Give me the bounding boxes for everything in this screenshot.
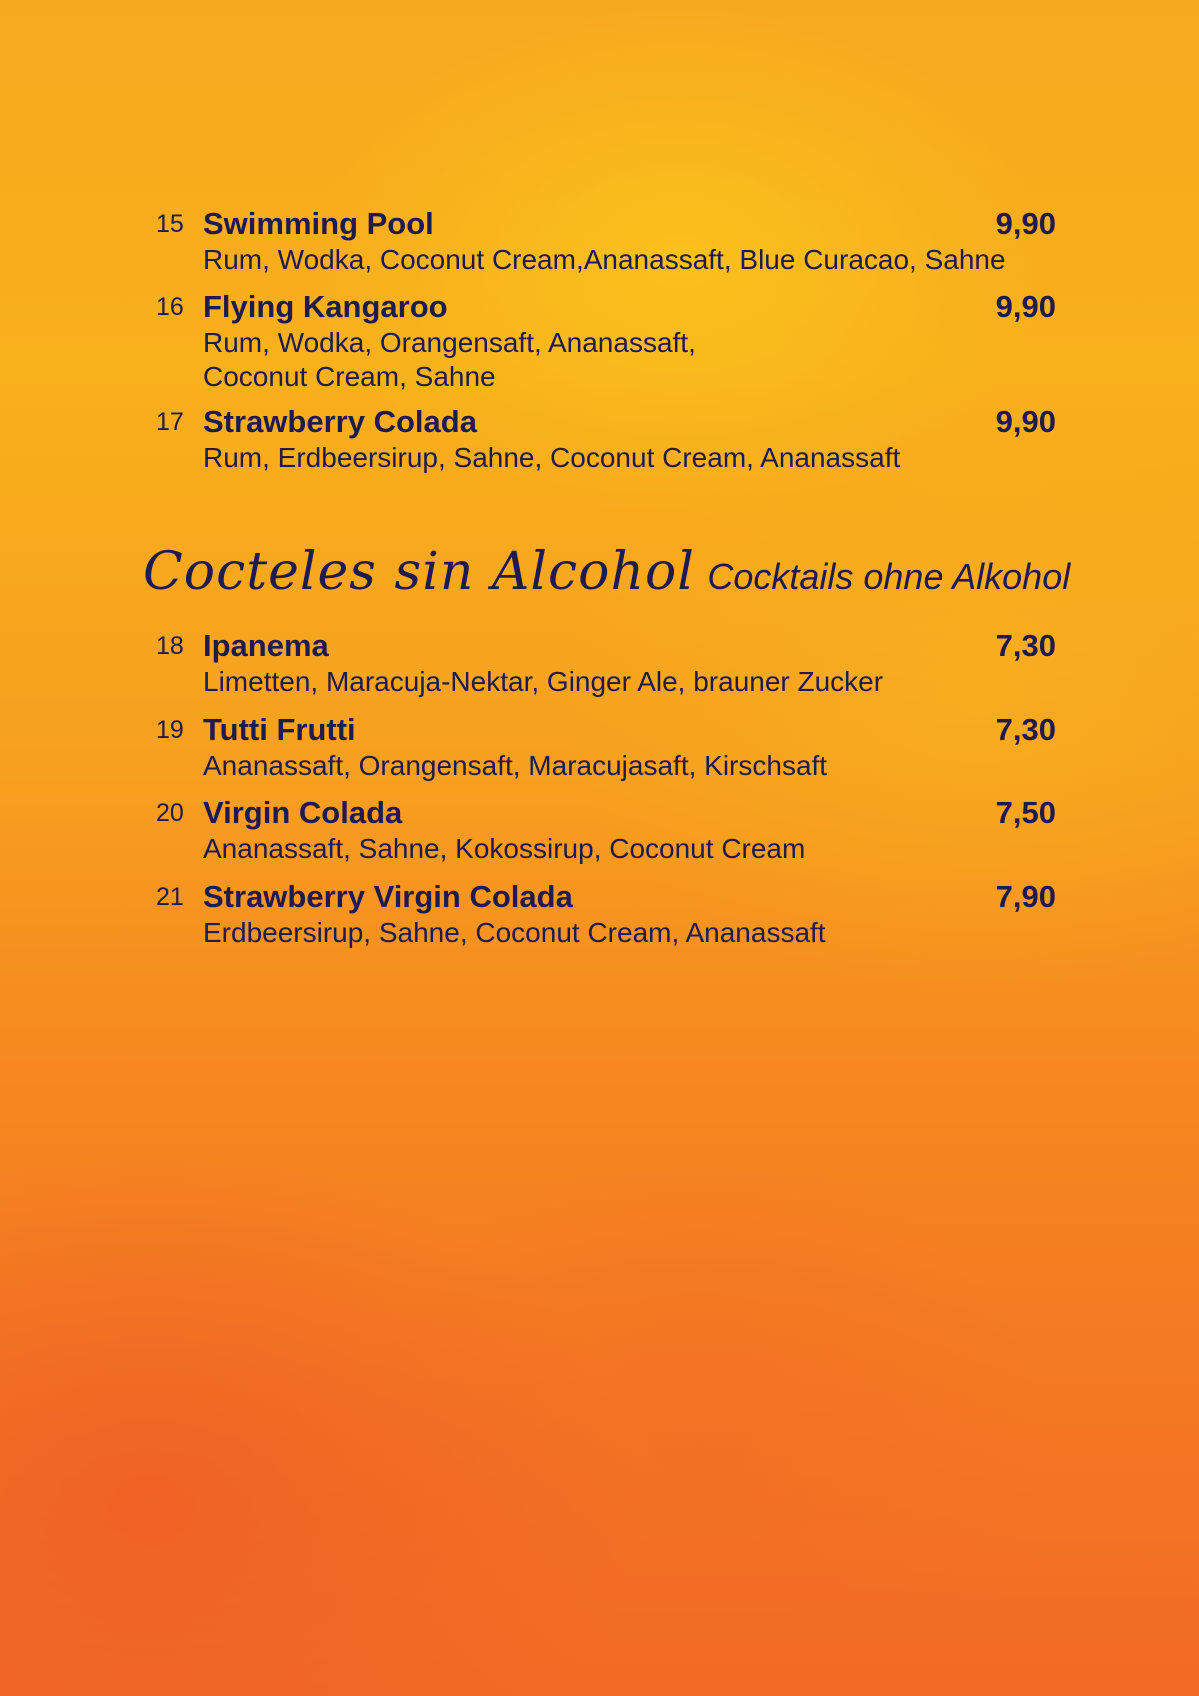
item-price: 9,90 bbox=[995, 206, 1056, 241]
item-description bbox=[203, 749, 827, 783]
item-description-line: Coconut Cream, Sahne bbox=[203, 361, 496, 392]
item-name: Ipanema bbox=[203, 628, 329, 663]
item-price: 7,50 bbox=[995, 795, 1056, 830]
item-description-line: Rum, Wodka, Coconut Cream,Ananassaft, Blue Curacao, Sahne bbox=[203, 244, 1006, 275]
item-price: 9,90 bbox=[995, 404, 1056, 439]
item-name: Strawberry Colada bbox=[203, 404, 477, 439]
item-number: 19 bbox=[156, 716, 184, 744]
item-number: 16 bbox=[156, 293, 184, 321]
item-name: Tutti Frutti bbox=[203, 712, 356, 747]
item-description bbox=[203, 326, 696, 394]
item-description bbox=[203, 665, 883, 699]
item-price: 7,90 bbox=[995, 879, 1056, 914]
item-number: 17 bbox=[156, 408, 184, 436]
item-description-line: Ananassaft, Sahne, Kokossirup, Coconut Cream bbox=[203, 833, 806, 864]
item-name: Flying Kangaroo bbox=[203, 289, 448, 324]
item-price: 7,30 bbox=[995, 628, 1056, 663]
item-price: 9,90 bbox=[995, 289, 1056, 324]
item-description bbox=[203, 832, 805, 866]
section-heading-subtitle: Cocktails ohne Alkohol bbox=[707, 556, 1071, 597]
item-name: Strawberry Virgin Colada bbox=[203, 879, 573, 914]
item-description-line: Rum, Wodka, Orangensaft, Ananassaft, bbox=[203, 327, 696, 358]
item-description-line: Erdbeersirup, Sahne, Coconut Cream, Ananassaft bbox=[203, 917, 826, 948]
item-name: Virgin Colada bbox=[203, 795, 403, 830]
item-description-line: Rum, Erdbeersirup, Sahne, Coconut Cream, Ananassaft bbox=[203, 442, 901, 473]
item-description-line: Ananassaft, Orangensaft, Maracujasaft, Kirschsaft bbox=[203, 750, 828, 781]
item-description bbox=[203, 243, 1006, 277]
item-number: 20 bbox=[156, 799, 184, 827]
item-name: Swimming Pool bbox=[203, 206, 434, 241]
section-heading-script: Cocteles sin Alcohol bbox=[143, 542, 695, 602]
item-price: 7,30 bbox=[995, 712, 1056, 747]
item-number: 18 bbox=[156, 632, 184, 660]
section-heading bbox=[143, 542, 1070, 602]
item-description bbox=[203, 916, 826, 950]
item-number: 15 bbox=[156, 210, 184, 238]
item-description bbox=[203, 441, 900, 475]
item-number: 21 bbox=[156, 883, 184, 911]
item-description-line: Limetten, Maracuja-Nektar, Ginger Ale, brauner Zucker bbox=[203, 666, 884, 697]
